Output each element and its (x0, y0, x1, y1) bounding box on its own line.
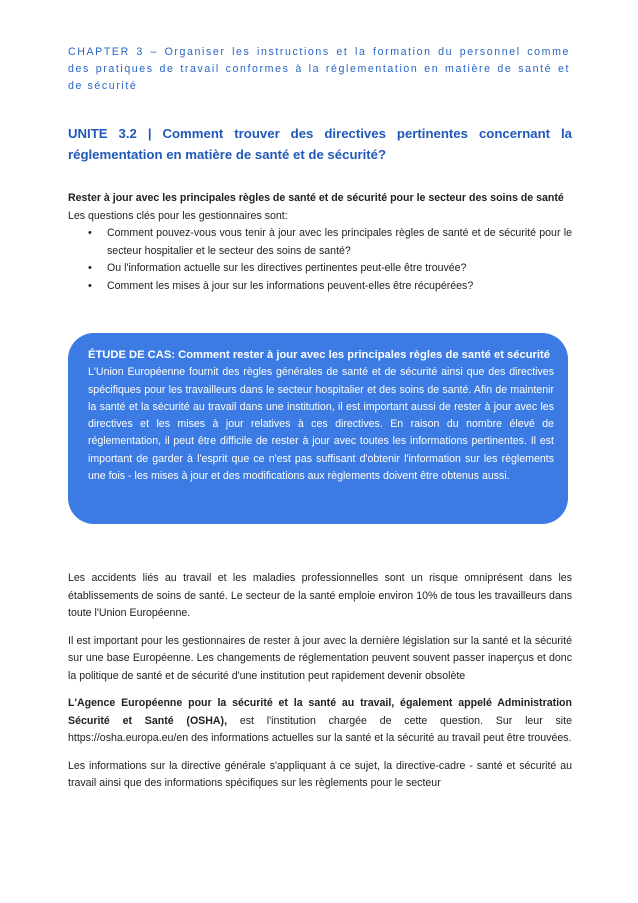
section-key-questions (68, 190, 572, 295)
case-study-box (68, 333, 568, 524)
paragraph: Les accidents liés au travail et les maladies professionnelles sont un risque omniprésent dans les établissements de soins de santé. Le secteur de la santé emploie environ 10% de tous les travailleurs dans toute l'Union Européenne. (68, 572, 572, 619)
case-study-title: ÉTUDE DE CAS: Comment rester à jour avec les principales règles de santé et sécurité (88, 349, 550, 361)
chapter-header: CHAPTER 3 – Organiser les instructions et la formation du personnel comme des pratiques de travail conformes à la réglementation en matière de santé et de sécurité (68, 46, 570, 92)
list-item (68, 278, 572, 296)
bullet-icon: • (88, 227, 92, 239)
case-study-content (88, 347, 554, 485)
osha-description: est l'institution chargée de cette question. Sur leur site https://osha.europa.eu/en des informations actuelles sur la santé et la sécurité au travail peut être trouvées. (68, 714, 572, 744)
case-study-body: L'Union Européenne fournit des règles générales de santé et de sécurité ainsi que des directives spécifiques pour les travailleurs dans le secteur hospitalier et des soins de santé. Afin de maintenir la santé et la sécurité au travail dans une institution, il est important aussi de rester à jour avec les directives et les mises à jour relatives à ces directives. En raison du nombre élevé de réglementation, il peut être difficile de rester à jour avec toutes les informations pertinentes. Il est important de garder à l'esprit que ce n'est pas suffisant d'obtenir l'information sur les règlements une fois - les mises à jour et des modifications aux règlements doivent être obtenus aussi. (88, 366, 554, 483)
section-intro: Les questions clés pour les gestionnaires sont: (68, 209, 288, 222)
paragraph: Il est important pour les gestionnaires de rester à jour avec la dernière législation sur la santé et la sécurité sur une base Européenne. Les changements de réglementation peuvent souvent passer inaperçus et donc la politique de santé et de sécurité d'une institution peut rapidement devenir obsolète (68, 634, 572, 682)
paragraph-osha (68, 695, 572, 748)
list-item-text: Comment les mises à jour sur les informations peuvent-elles être récupérées? (107, 279, 474, 292)
list-item-text: Ou l'information actuelle sur les directives pertinentes peut-elle être trouvée? (107, 262, 467, 274)
body-text (68, 570, 572, 803)
section-heading: Rester à jour avec les principales règles de santé et de sécurité pour le secteur des soins de santé (68, 192, 564, 204)
bullet-icon: • (88, 279, 92, 292)
osha-agency-name: L'Agence Européenne pour la sécurité et la santé au travail, également appelé Administration Sécurité et Santé (OSHA), (68, 697, 572, 727)
list-item (68, 225, 572, 260)
paragraph: Les informations sur la directive générale s'appliquant à ce sujet, la directive-cadre - santé et sécurité au travail ainsi que des informations spécifiques sur les règlements pour le secteur (68, 759, 572, 789)
list-item-text: Comment pouvez-vous vous tenir à jour avec les principales règles de santé et de sécurité pour le secteur hospitalier et le secteur des soins de santé? (107, 227, 572, 257)
bullet-icon: • (88, 262, 92, 274)
unit-title: UNITE 3.2 | Comment trouver des directives pertinentes concernant la réglementation en matière de santé et de sécurité? (68, 126, 572, 162)
question-list (68, 225, 572, 295)
list-item (68, 260, 572, 278)
